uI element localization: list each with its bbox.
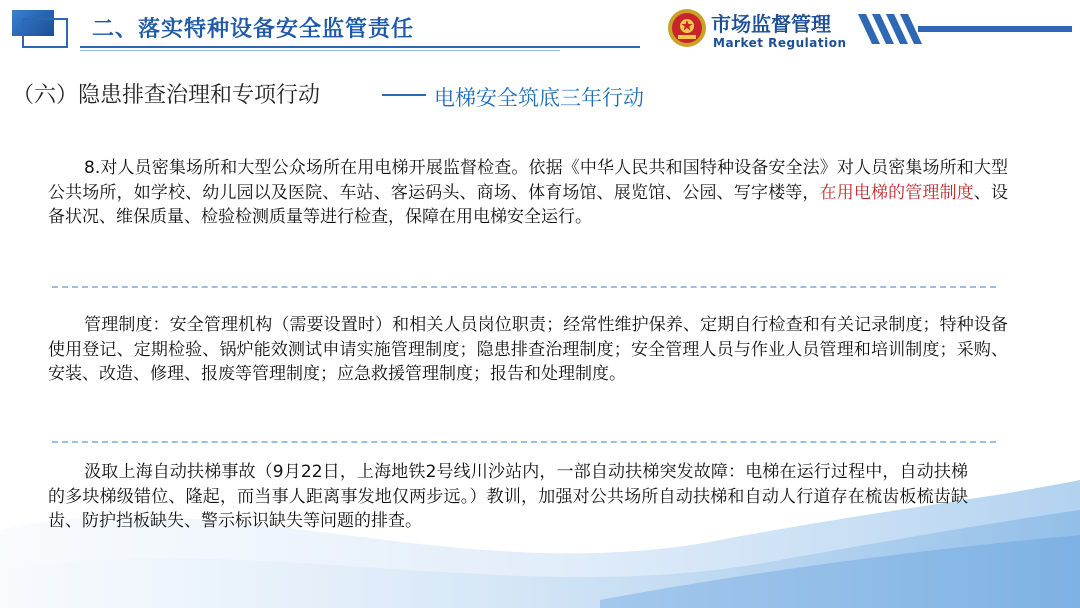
section-title: 二、落实特种设备安全监管责任 xyxy=(92,16,415,42)
header-underline-thin xyxy=(80,50,560,51)
p1-text-end: 、设备状况、维保质量、检验检测质量等进行检查，保障在用电梯安全运行。 xyxy=(48,182,1009,227)
dashed-divider-2 xyxy=(52,441,996,443)
market-regulation-emblem-icon xyxy=(667,8,707,48)
dashed-divider-1 xyxy=(52,286,996,288)
slide-header xyxy=(0,0,1080,62)
p1-text-start: 8.对人员密集场所和大型公众场所在用电梯开展监督检查。依据《中华人民共和国特种设备安全法》对人员密集场所和大型公共场所，如学校、幼儿园以及医院、车站、客运码头、商场、体育场馆、展览馆、公园、写字楼等， xyxy=(48,158,1008,203)
p3-text: 汲取上海自动扶梯事故（9月22日，上海地铁2号线川沙站内，一部自动扶梯突发故障：电梯在运行过程中，自动扶梯的多块梯级错位、隆起，而当事人距离事发地仅两步远。）教训，加强对公共场所自动扶梯和自动人行道存在梳齿板梳齿缺齿、防护挡板缺失、警示标识缺失等问题的排查。 xyxy=(48,462,968,531)
paragraph-management-system xyxy=(48,313,1008,387)
subsection-title: （六）隐患排查治理和专项行动 xyxy=(12,83,321,108)
header-stripes-decoration xyxy=(858,14,1072,44)
brand-name-en: Market Regulation xyxy=(713,36,847,50)
subsection-subtitle: 电梯安全筑底三年行动 xyxy=(434,86,644,110)
p1-highlight: 在用电梯的管理制度 xyxy=(819,182,974,203)
p2-text: 管理制度：安全管理机构（需要设置时）和相关人员岗位职责；经常性维护保养、定期自行检查和有关记录制度；特种设备使用登记、定期检验、锅炉能效测试申请实施管理制度；隐患排查治理制度；安全管理人员与作业人员管理和培训制度；采购、安装、改造、修理、报废等管理制度；应急救援管理制度；报告和处理制度。 xyxy=(48,315,1008,384)
subtitle-connector-line xyxy=(382,94,426,96)
paragraph-escalator-accident xyxy=(48,460,968,534)
paragraph-inspection xyxy=(48,156,1008,230)
brand-name-cn: 市场监督管理 xyxy=(711,12,831,36)
header-logo-squares xyxy=(12,10,64,44)
header-underline xyxy=(80,46,640,48)
